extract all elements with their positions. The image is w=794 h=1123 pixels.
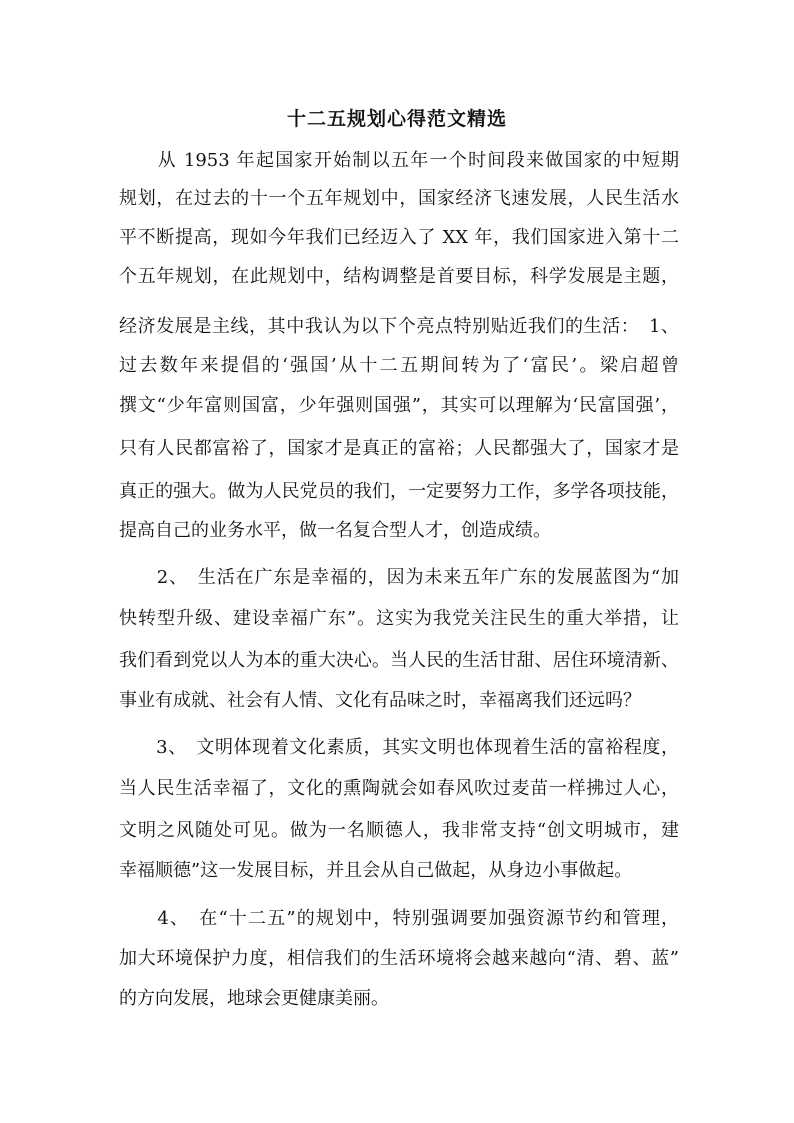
paragraph-line: 规划，在过去的十一个五年规划中，国家经济飞速发展，人民生活水	[119, 188, 679, 209]
paragraph-line: 2、 生活在广东是幸福的，因为未来五年广东的发展蓝图为“加	[119, 567, 679, 588]
paragraph-line: 快转型升级、建设幸福广东”。这实为我党关注民生的重大举措，让	[119, 608, 679, 629]
paragraph-line: 真正的强大。做为人民党员的我们，一定要努力工作，多学各项技能，	[119, 481, 679, 502]
paragraph-line: 加大环境保护力度，相信我们的生活环境将会越来越向“清、碧、蓝”	[119, 948, 679, 969]
paragraph-line: 个五年规划，在此规划中，结构调整是首要目标，科学发展是主题，	[119, 266, 679, 287]
paragraph-line: 撰文“少年富则国富，少年强则国强”，其实可以理解为‘民富国强’，	[119, 395, 679, 416]
paragraph-line: 提高自己的业务水平，做一名复合型人才，创造成绩。	[119, 520, 551, 541]
paragraph-line: 经济发展是主线，其中我认为以下个亮点特别贴近我们的生活： 1、	[119, 316, 679, 337]
paragraph-line: 事业有成就、社会有人情、文化有品味之时，幸福离我们还远吗？	[119, 690, 641, 711]
document-title: 十二五规划心得范文精选	[286, 108, 507, 130]
paragraph-line: 当人民生活幸福了，文化的熏陶就会如春风吹过麦苗一样拂过人心，	[119, 778, 679, 799]
paragraph-line: 3、 文明体现着文化素质，其实文明也体现着生活的富裕程度，	[119, 737, 679, 758]
paragraph-line: 幸福顺德”这一发展目标，并且会从自己做起，从身边小事做起。	[119, 860, 633, 881]
paragraph-line: 4、 在“十二五”的规划中，特别强调要加强资源节约和管理，	[119, 908, 679, 929]
paragraph-line: 我们看到党以人为本的重大决心。当人民的生活甘甜、居住环境清新、	[119, 650, 679, 671]
paragraph-line: 从 1953 年起国家开始制以五年一个时间段来做国家的中短期	[119, 150, 679, 171]
paragraph-line: 平不断提高，现如今年我们已经迈入了 XX 年，我们国家进入第十二	[119, 227, 679, 248]
paragraph-line: 过去数年来提倡的‘强国’从十二五期间转为了‘富民’。梁启超曾	[119, 355, 679, 376]
paragraph-line: 的方向发展，地球会更健康美丽。	[119, 988, 389, 1009]
paragraph-line: 只有人民都富裕了，国家才是真正的富裕；人民都强大了，国家才是	[119, 438, 679, 459]
paragraph-line: 文明之风随处可见。做为一名顺德人，我非常支持“创文明城市，建	[119, 820, 679, 841]
